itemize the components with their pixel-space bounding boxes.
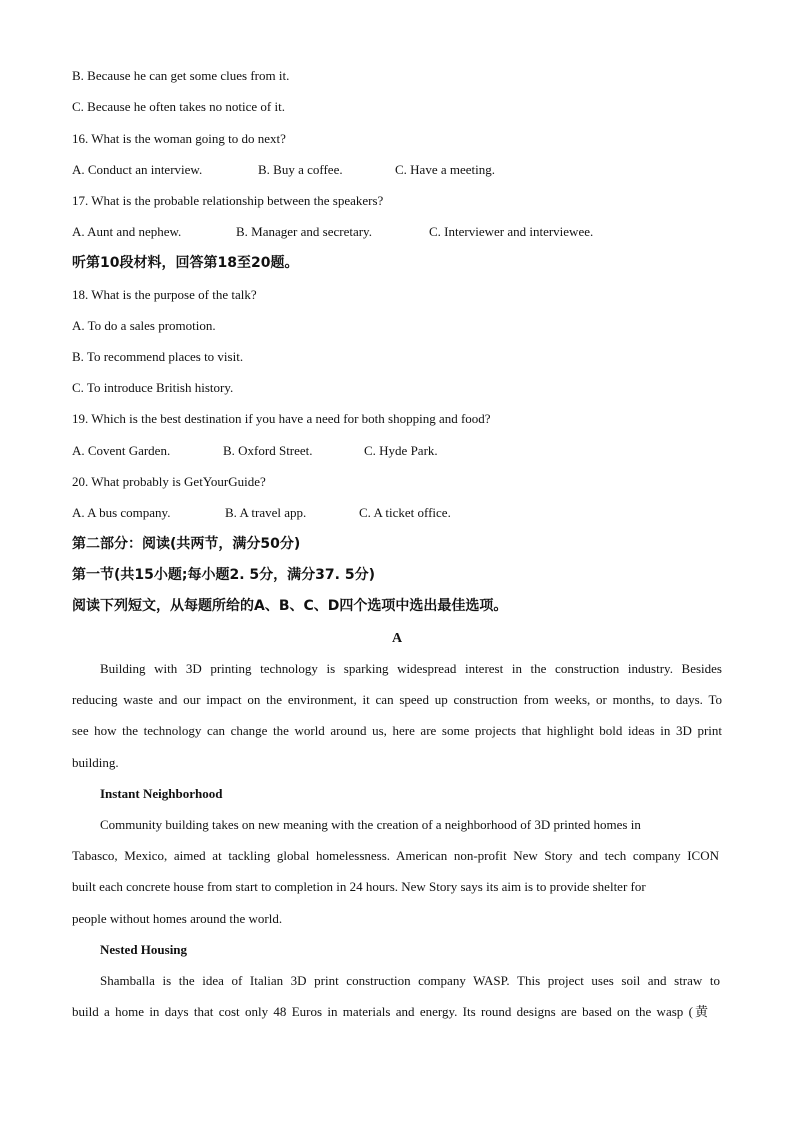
part2-title: 第二部分：阅读(共两节，满分50分) <box>72 536 301 552</box>
q18-option-c: C. To introduce British history. <box>72 380 234 395</box>
q17-option-b: B. Manager and secretary. <box>236 224 372 239</box>
heading-nested-housing: Nested Housing <box>100 942 188 957</box>
reading-instruction: 阅读下列短文，从每题所给的A、B、C、D四个选项中选出最佳选项。 <box>72 598 508 614</box>
paragraph-line: Community building takes on new meaning with the creation of a neighborhood of 3D printed homes in <box>100 817 641 832</box>
q16-option-b: B. Buy a coffee. <box>258 162 343 177</box>
passage-label: A <box>391 631 403 646</box>
q16-options <box>72 162 495 178</box>
q19-question: 19. Which is the best destination if you have a need for both shopping and food? <box>72 411 491 426</box>
intro-line: see how the technology can change the world around us, here are some projects that highlight bold ideas in 3D print <box>72 723 722 738</box>
q20-option-c: C. A ticket office. <box>359 505 451 520</box>
q18-option-b: B. To recommend places to visit. <box>72 349 244 364</box>
paragraph-line: people without homes around the world. <box>72 911 283 926</box>
q19-option-b: B. Oxford Street. <box>223 443 313 458</box>
paragraph-line: Shamballa is the idea of Italian 3D print construction company WASP. This project uses soil and straw to <box>100 973 720 988</box>
q17-question: 17. What is the probable relationship between the speakers? <box>72 193 384 208</box>
q20-option-a: A. A bus company. <box>72 505 171 520</box>
q20-option-b: B. A travel app. <box>225 505 307 520</box>
heading-instant-neighborhood: Instant Neighborhood <box>100 786 223 801</box>
q19-option-c: C. Hyde Park. <box>364 443 438 458</box>
paragraph-line: Tabasco, Mexico, aimed at tackling global homelessness. American non-profit New Story and tech company ICON <box>72 848 719 863</box>
q16-question: 16. What is the woman going to do next? <box>72 131 286 146</box>
q17-option-c: C. Interviewer and interviewee. <box>429 224 594 239</box>
intro-line: reducing waste and our impact on the environment, it can speed up construction from weeks, or months, to days. To <box>72 692 722 707</box>
q16-option-a: A. Conduct an interview. <box>72 162 203 177</box>
q15-option-b: B. Because he can get some clues from it. <box>72 68 290 83</box>
q19-options <box>72 443 438 459</box>
q18-option-a: A. To do a sales promotion. <box>72 318 216 333</box>
intro-line: building. <box>72 755 119 770</box>
q20-question: 20. What probably is GetYourGuide? <box>72 474 266 489</box>
q19-option-a: A. Covent Garden. <box>72 443 171 458</box>
section1-title: 第一节(共15小题;每小题2. 5分，满分37. 5分) <box>72 567 375 583</box>
intro-line: Building with 3D printing technology is sparking widespread interest in the construction industry. Besides <box>100 661 722 676</box>
q17-option-a: A. Aunt and nephew. <box>72 224 182 239</box>
q16-option-c: C. Have a meeting. <box>395 162 495 177</box>
paragraph-line: built each concrete house from start to completion in 24 hours. New Story says its aim is to provide shelter for <box>72 879 646 894</box>
paragraph-line: build a home in days that cost only 48 Euros in materials and energy. Its round designs are based on the wasp (黄 <box>72 1004 708 1019</box>
q15-option-c: C. Because he often takes no notice of it. <box>72 99 285 114</box>
q17-options <box>72 224 593 240</box>
section10-instruction: 听第10段材料，回答第18至20题。 <box>72 255 299 271</box>
q20-options <box>72 505 451 521</box>
q18-question: 18. What is the purpose of the talk? <box>72 287 257 302</box>
